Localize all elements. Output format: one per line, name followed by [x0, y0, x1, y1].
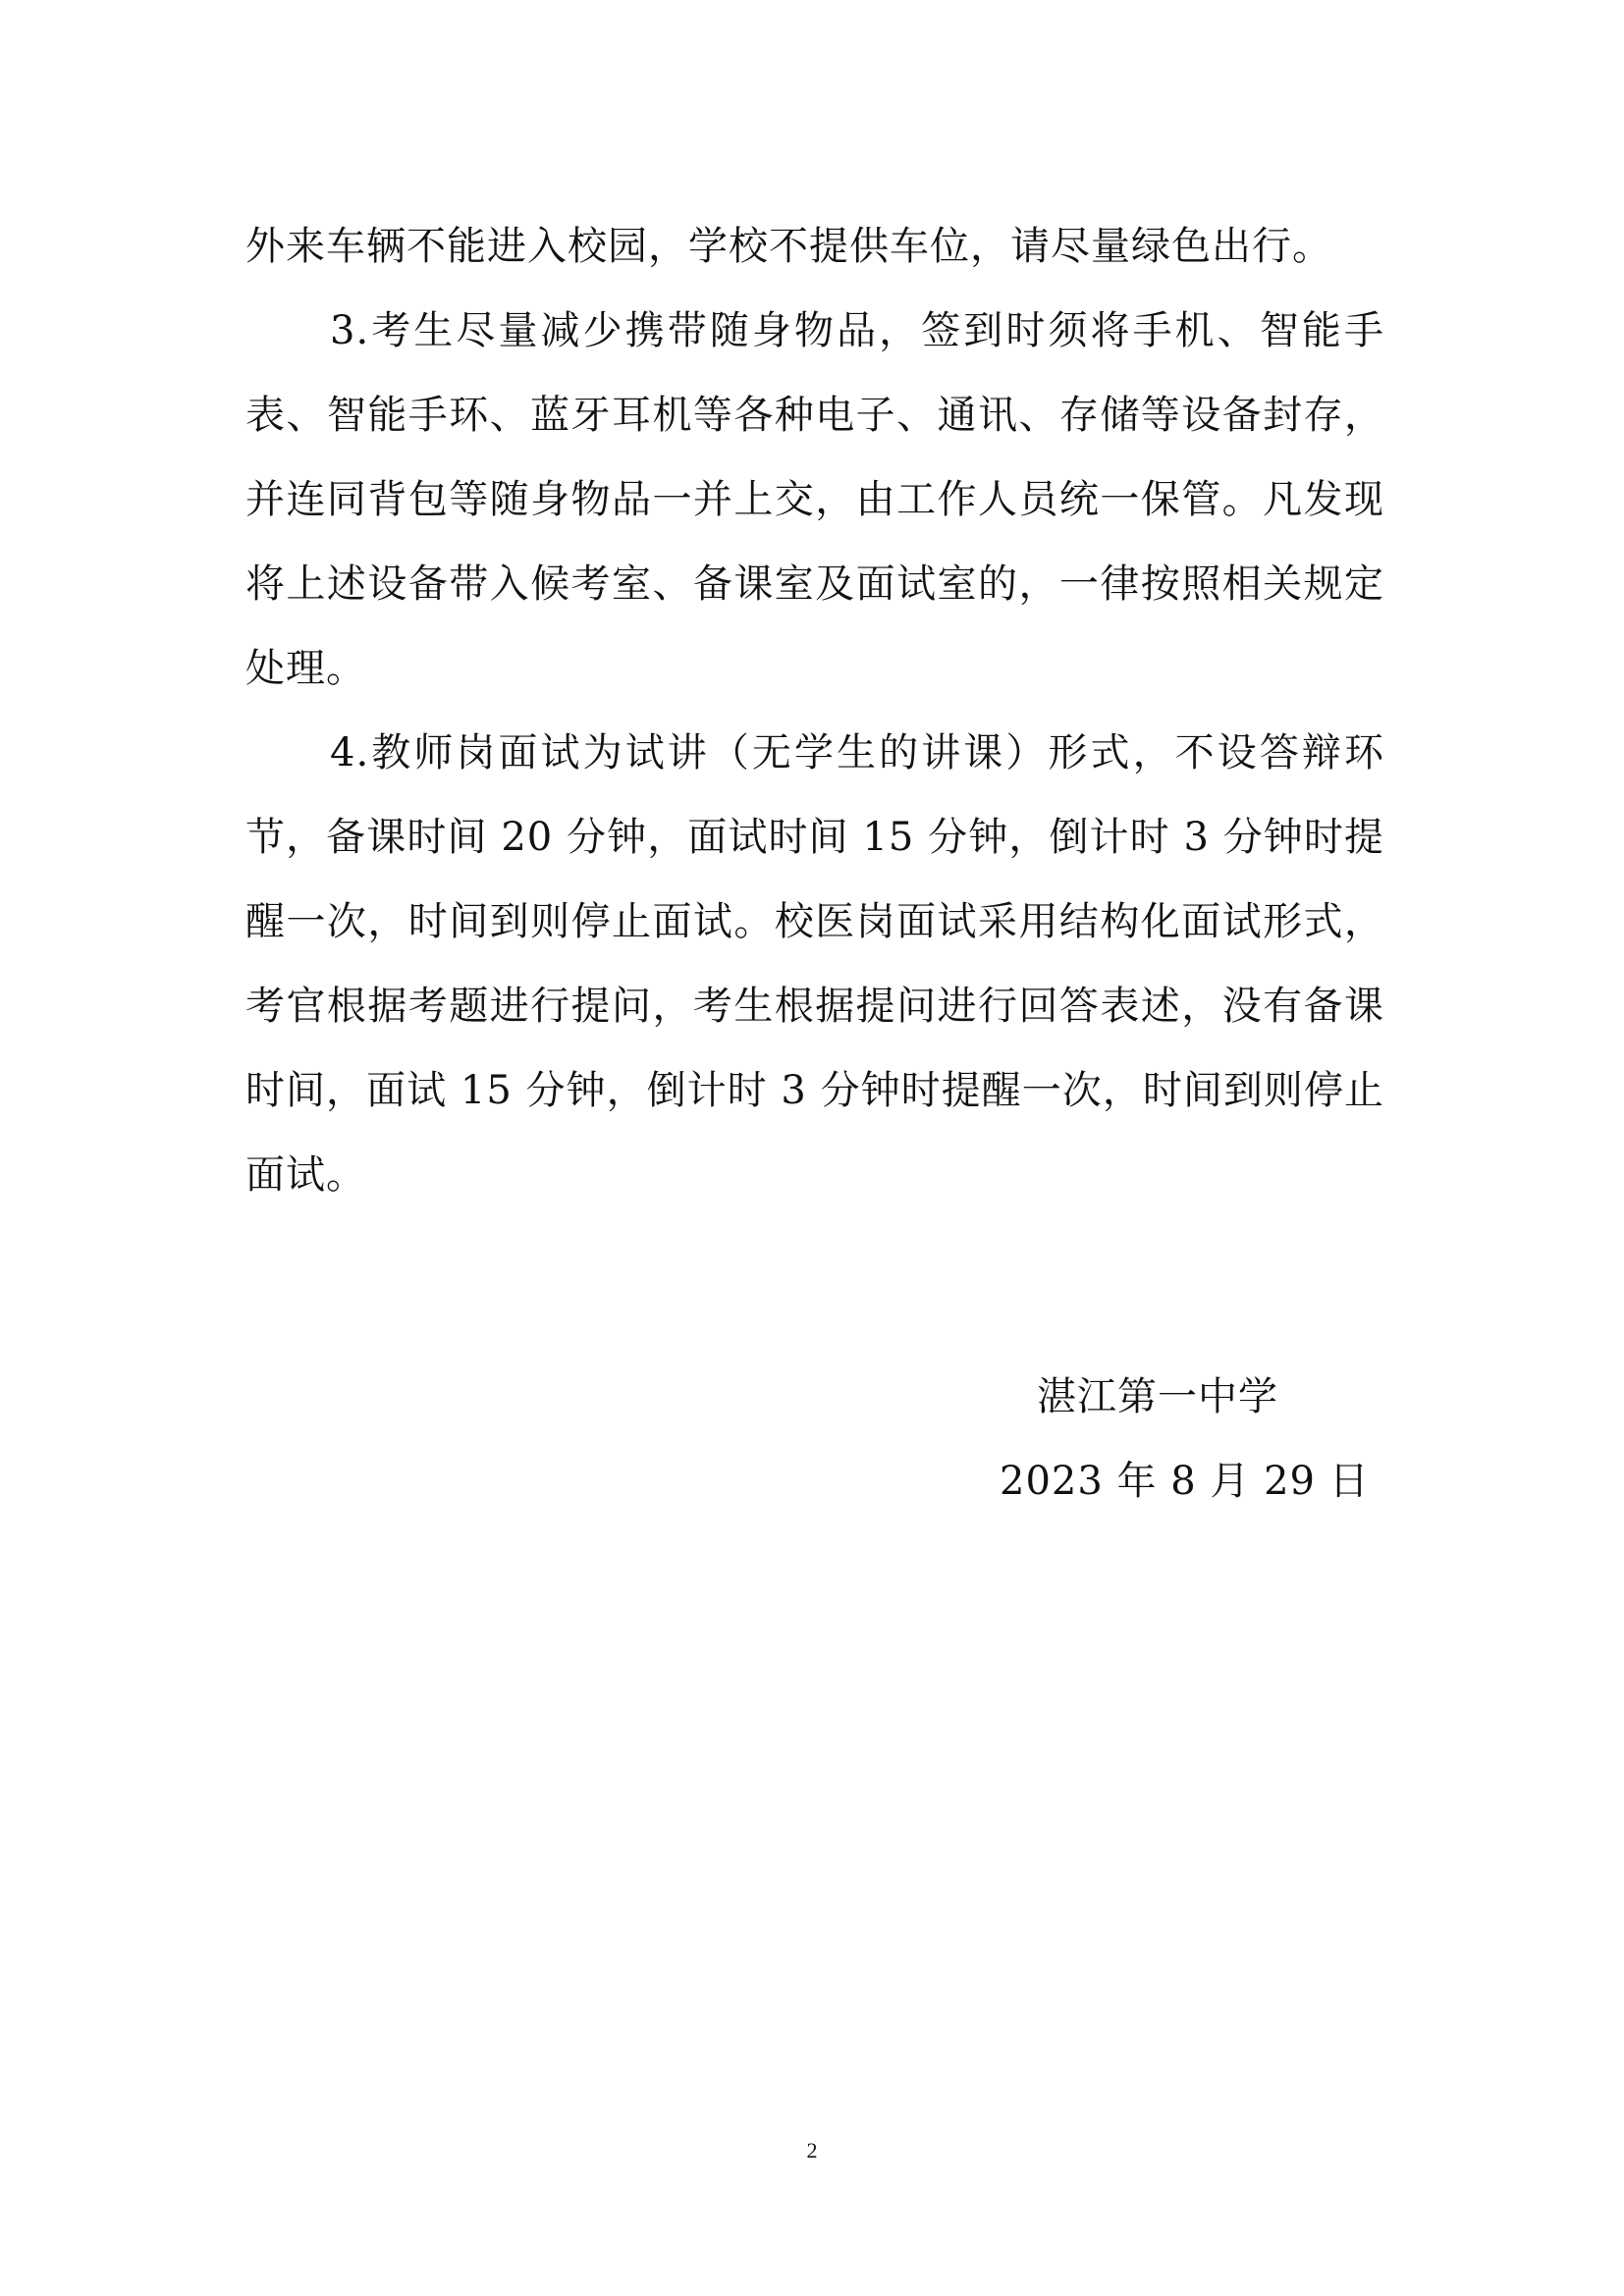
- page-number: 2: [806, 2138, 818, 2163]
- paragraph-continuation: 外来车辆不能进入校园，学校不提供车位，请尽量绿色出行。: [245, 224, 1332, 269]
- document-body: [245, 204, 1384, 1217]
- signature-date: 2023 年 8 月 29 日: [1000, 1459, 1370, 1504]
- signature-organization: 湛江第一中学: [1037, 1374, 1278, 1419]
- paragraph-item-4: 4.教师岗面试为试讲（无学生的讲课）形式，不设答辩环节，备课时间 20 分钟，面试时间 15 分钟，倒计时 3 分钟时提醒一次，时间到则停止面试。校医岗面试采用结构化面试形式，考官根据考题进行提问，考生根据提问进行回答表述，没有备课时间，面试 15 分钟，倒计时 3 分钟时提醒一次，时间到则停止面试。: [245, 730, 1384, 1198]
- paragraph-item-3: 3.考生尽量减少携带随身物品，签到时须将手机、智能手表、智能手环、蓝牙耳机等各种电子、通讯、存储等设备封存，并连同背包等随身物品一并上交，由工作人员统一保管。凡发现将上述设备带入候考室、备课室及面试室的，一律按照相关规定处理。: [245, 308, 1384, 691]
